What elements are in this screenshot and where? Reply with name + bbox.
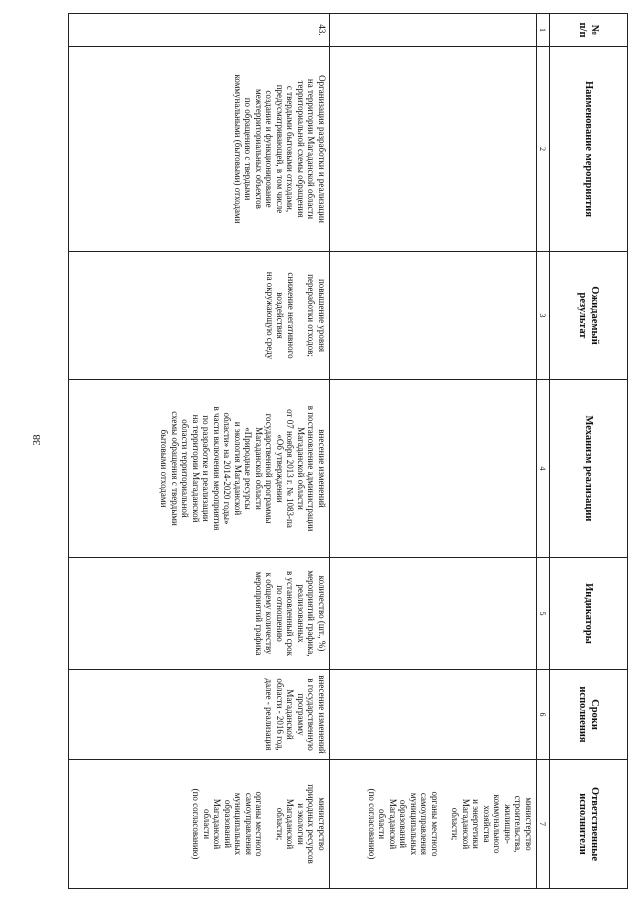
text-line: природных ресурсов (306, 784, 317, 864)
text-line: Организация разработки и реализации (317, 75, 327, 223)
text-line: области» на 2014-2020 годы» (222, 412, 233, 525)
text-line (296, 255, 306, 376)
text-line: Индикаторы (583, 583, 595, 644)
header-mechanism (550, 380, 628, 558)
deadlines-cell (69, 670, 330, 760)
header-no (550, 14, 628, 47)
text-line: строительства, (513, 795, 524, 853)
responsible-cell (330, 760, 537, 889)
text-line: и энергетики (471, 799, 482, 849)
text-line: Магаданской (461, 798, 471, 850)
text-line: переработки отходов; (306, 274, 317, 357)
col-number: 7 (537, 760, 550, 889)
rotated-page (68, 13, 628, 888)
text-line: области - 2016 год, (275, 678, 285, 751)
text-line: повышение уровня (317, 278, 327, 353)
text-line: к общему количеству (264, 572, 275, 655)
table-row (69, 14, 330, 889)
text-line: и экологии (296, 803, 306, 845)
text-line: внесение изменений (317, 675, 327, 754)
header-deadlines (550, 670, 628, 760)
header-row (550, 14, 628, 889)
text-line: в государственную (306, 678, 317, 751)
text-line: Магаданской (285, 689, 296, 740)
text-line: на территории Магаданской области (306, 78, 317, 220)
text-line: образований (223, 799, 233, 849)
text-line: количество (шт., %) (317, 575, 327, 652)
text-line: Наименование мероприятия (583, 80, 595, 218)
text-line: по обращению с твердыми (243, 97, 254, 201)
header-indicators (550, 558, 628, 670)
col-number: 1 (537, 14, 550, 47)
text-line: (по согласованию) (367, 788, 377, 860)
table-cell (330, 380, 537, 558)
text-line: мероприятий графика, (306, 570, 317, 657)
row-number: 43. (69, 14, 330, 47)
text-line: исполнители (577, 793, 589, 855)
text-line: самоуправления (419, 792, 430, 856)
text-line: межтерриториальных объектов (254, 89, 264, 209)
page-number: 38 (31, 434, 43, 446)
text-line: «Об утверждении (275, 434, 285, 503)
text-line: на окружающую среду (265, 271, 275, 360)
text-line: министерство (317, 797, 327, 851)
table-cell (330, 558, 537, 670)
text-line: результат (577, 292, 589, 339)
header-expected-result (550, 252, 628, 380)
text-line: «Природные ресурсы (243, 427, 254, 510)
text-line: мероприятий графика (254, 571, 264, 656)
text-line: коммунальными (бытовыми) отходами (233, 74, 243, 224)
text-line: п/п (577, 22, 589, 38)
text-line: области территориальной (180, 419, 191, 518)
text-line: в части включения мероприятия (212, 406, 222, 531)
text-line: министерство (524, 797, 534, 851)
text-line: создание и функционирование (264, 90, 275, 208)
col-number: 4 (537, 380, 550, 558)
column-number-row (537, 14, 550, 889)
text-line: № (589, 24, 601, 36)
text-line: муниципальных (233, 792, 244, 856)
measures-table (68, 13, 628, 889)
table-cell (330, 252, 537, 380)
text-line: области; (275, 807, 285, 841)
text-line: Магаданской области (254, 427, 264, 510)
text-line: Механизм реализации (583, 415, 595, 522)
text-line: и экология Магаданской (233, 421, 243, 516)
col-number: 5 (537, 558, 550, 670)
text-line: (по согласованию) (191, 788, 202, 860)
text-line: с твердыми бытовыми отходами, (285, 85, 296, 213)
text-line: Магаданской (388, 798, 398, 850)
header-measure-name (550, 47, 628, 252)
text-line: Ожидаемый (589, 286, 601, 345)
text-line: схемы обращения с твердыми (170, 411, 180, 526)
text-line: области (377, 808, 388, 840)
text-line (265, 763, 275, 885)
expected-result-cell (69, 252, 330, 380)
text-line: реализованных (296, 584, 306, 643)
text-line: в установленный срок (285, 570, 296, 657)
text-line: государственной программы (264, 413, 275, 524)
text-line: жилищно- (503, 804, 513, 844)
text-line: в постановление администрации (306, 405, 317, 532)
text-line: по разработке и реализации (201, 415, 212, 522)
text-line: воздействия (275, 292, 286, 339)
col-number: 2 (537, 47, 550, 252)
text-line: области (202, 808, 212, 840)
col-number: 3 (537, 252, 550, 380)
text-line: территориальной схемы обращения (296, 80, 306, 218)
text-line: бытовыми отходами (159, 429, 170, 508)
text-line: области; (450, 807, 461, 841)
text-line: по отношению (275, 585, 285, 642)
text-line: от 07 ноября 2013 г. № 1083-па (285, 409, 296, 528)
header-responsible (550, 760, 628, 889)
text-line: программу (296, 693, 306, 736)
text-line: органы местного (430, 791, 440, 857)
responsible-cell (69, 760, 330, 889)
text-line: далее - реализация (264, 678, 275, 751)
text-line: Магаданской области (296, 427, 306, 510)
table-cell (330, 14, 537, 47)
mechanism-cell (69, 380, 330, 558)
text-line (440, 763, 450, 885)
text-line: самоуправления (244, 792, 254, 856)
text-line: коммунального (492, 794, 503, 854)
text-line: образований (398, 799, 409, 849)
text-line: Магаданской (285, 798, 296, 850)
table-row (330, 14, 537, 889)
text-line: Сроки (589, 699, 601, 730)
text-line: предусматривающей, в том числе (275, 84, 285, 214)
text-line: Ответственные (589, 786, 601, 862)
text-line: на территории Магаданской (191, 414, 201, 523)
text-line: снижение негативного (286, 272, 296, 359)
table-cell (330, 47, 537, 252)
indicators-cell (69, 558, 330, 670)
table-cell (330, 670, 537, 760)
text-line: хозяйства (482, 805, 492, 843)
text-line: муниципальных (409, 792, 419, 856)
text-line: исполнения (577, 686, 589, 743)
text-line: органы местного (254, 791, 265, 857)
col-number: 6 (537, 670, 550, 760)
text-line: Магаданской (212, 798, 223, 850)
measure-name-cell (69, 47, 330, 252)
text-line: внесение изменений (317, 429, 327, 508)
